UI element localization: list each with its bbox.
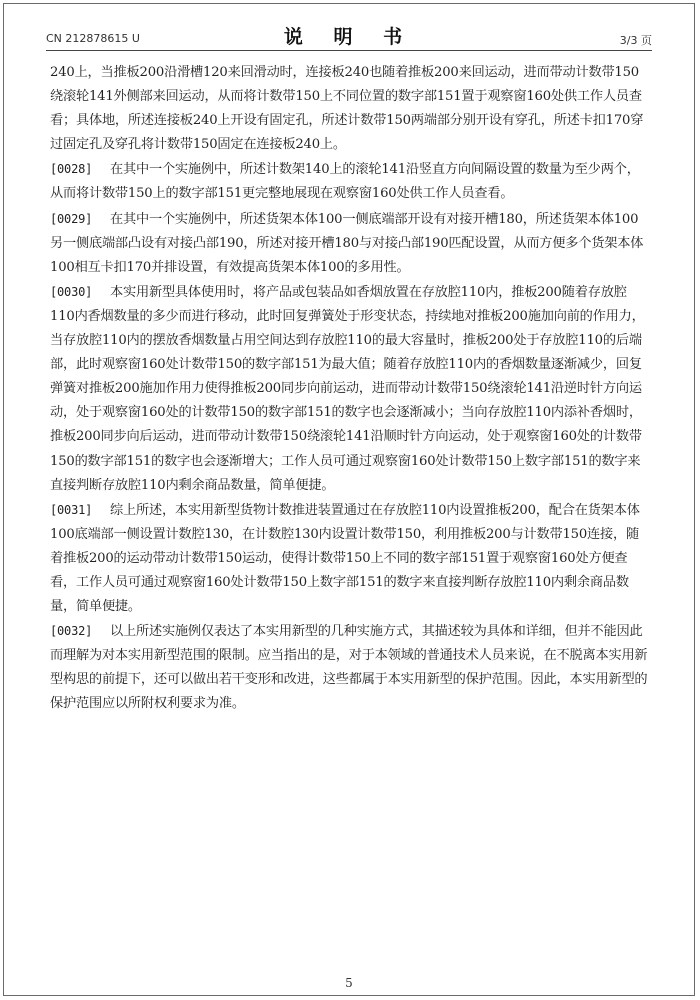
paragraph-number: [0029] — [50, 211, 93, 226]
paragraph-number: [0032] — [50, 624, 93, 639]
paragraph-number: [0030] — [50, 284, 93, 299]
paragraph-number: [0028] — [50, 162, 93, 177]
patent-number: CN 212878615 U — [46, 32, 140, 45]
page-number: 5 — [345, 976, 353, 990]
paragraph-0030 — [50, 280, 650, 498]
paragraph-text: 在其中一个实施例中，所述计数架140上的滚轮141沿竖直方向间隔设置的数量为至少两个，从而将计数带150上的数字部151更完整地展现在观察窗160处供工作人员查看。 — [50, 162, 640, 202]
header-divider — [46, 50, 652, 51]
paragraph-text: 在其中一个实施例中，所述货架本体100一侧底端部开设有对接开槽180，所述货架本体100另一侧底端部凸设有对接凸部190，所述对接开槽180与对接凸部190匹配设置，从而方便多个货架本体100相互卡扣170并排设置，有效提高货架本体100的多用性。 — [50, 211, 644, 275]
paragraph-0029 — [50, 207, 650, 280]
document-body — [50, 61, 650, 717]
paragraph-number: [0031] — [50, 502, 93, 517]
document-page — [3, 3, 695, 996]
paragraph-text: 本实用新型具体使用时，将产品或包装品如香烟放置在存放腔110内，推板200随着存放腔110内香烟数量的多少而进行移动，此时回复弹簧处于形变状态，持续地对推板200施加向前的作用力，当存放腔110内的摆放香烟数量占用空间达到存放腔110的最大容量时，推板200处于存放腔110的后端部，此时观察窗160处计数带150的数字部151为最大值；随着存放腔110内的香烟数量逐渐减少，回复弹簧对推板200施加作用力使得推板200同步向前运动，进而带动计数带150绕滚轮141沿逆时针方向运动，处于观察窗160处的计数带150的数字部151的数字也会逐渐减小；当向存放腔110内添补香烟时，推板200同步向后运动，进而带动计数带150绕滚轮141沿顺时针方向运动，处于观察窗160处的计数带150的数字部151的数字也会逐渐增大；工作人员可通过观察窗160处计数带150上数字部151的数字来直接判断存放腔110内剩余商品数量，简单便捷。 — [50, 284, 645, 493]
paragraph-text: 以上所述实施例仅表达了本实用新型的几种实施方式，其描述较为具体和详细，但并不能因此而理解为对本实用新型范围的限制。应当指出的是，对于本领域的普通技术人员来说，在不脱离本实用新型构思的前提下，还可以做出若干变形和改进，这些都属于本实用新型的保护范围。因此，本实用新型的保护范围应以所附权利要求为准。 — [50, 624, 648, 712]
page-indicator: 3/3 页 — [619, 34, 652, 47]
document-title: 说 明 书 — [283, 26, 415, 48]
paragraph-continuation — [50, 61, 650, 157]
page-header — [4, 4, 694, 50]
paragraph-0028 — [50, 157, 650, 206]
paragraph-text: 综上所述，本实用新型货物计数推进装置通过在存放腔110内设置推板200，配合在货架本体100底端部一侧设置计数腔130，在计数腔130内设置计数带150，利用推板200与计数带150连接，随着推板200的运动带动计数带150运动，使得计数带150上不同的数字部151置于观察窗160处方便查看，工作人员可通过观察窗160处计数带150上数字部151的数字来直接判断存放腔110内剩余商品数量，简单便捷。 — [50, 502, 640, 615]
paragraph-0031 — [50, 498, 650, 619]
paragraph-text: 240上，当推板200沿滑槽120来回滑动时，连接板240也随着推板200来回运动，进而带动计数带150绕滚轮141外侧部来回运动，从而将计数带150上不同位置的数字部151置于观察窗160处供工作人员查看；具体地，所述连接板240上开设有固定孔，所述计数带150两端部分别开设有穿孔，所述卡扣170穿过固定孔及穿孔将计数带150固定在连接板240上。 — [50, 65, 644, 153]
paragraph-0032 — [50, 619, 650, 716]
